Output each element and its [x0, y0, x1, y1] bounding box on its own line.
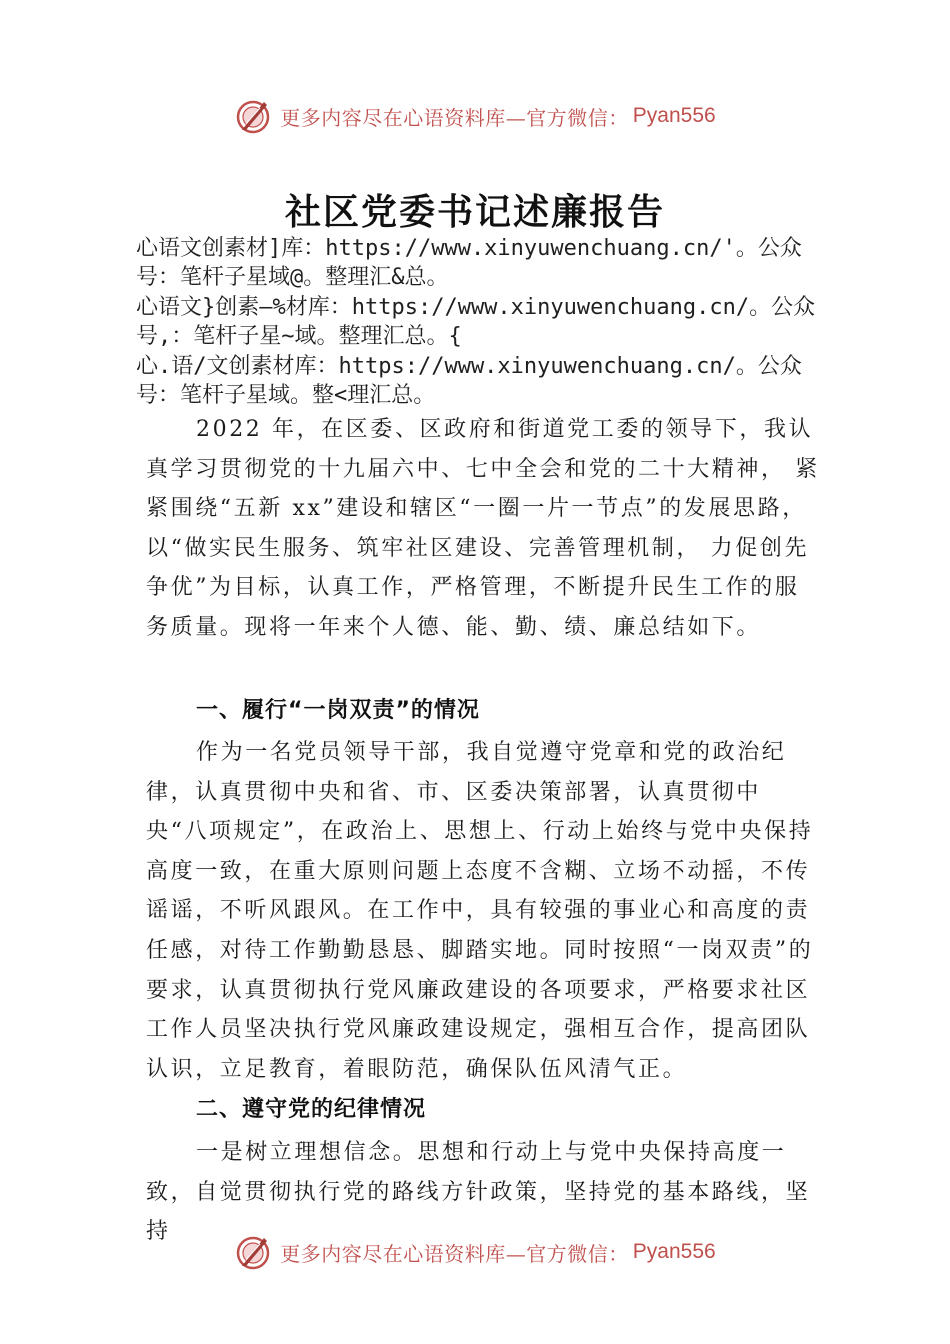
document-title: 社区党委书记述廉报告 — [284, 191, 665, 233]
section-1-heading: 一、履行“一岗双责”的情况 — [196, 698, 480, 723]
feather-pen-seal-icon — [234, 1232, 274, 1272]
banner-text: 更多内容尽在心语资料库—官方微信： — [280, 1241, 629, 1266]
watermark-line-2: 心语文}创素—%材库：https://www.xinyuwenchuang.cn/。公众号,：笔杆子星~域。整理汇总。{ — [136, 295, 816, 349]
watermark-line-3: 心.语/文创素材库：https://www.xinyuwenchuang.cn/。公众号：笔杆子星域。整<理汇总。 — [136, 354, 802, 408]
banner-account: Pyan556 — [632, 104, 716, 127]
intro-paragraph: 2022 年，在区委、区政府和街道党工委的领导下，我认真学习贯彻党的十九届六中、七中全会和党的二十大精神， 紧紧围绕“五新 xx”建设和辖区“一圈一片一节点”的发展思路，以“做实民生服务、筑牢社区建设、完善管理机制， 力促创先争优”为目标，认真工作，严格管理，不断提升民生工作的服务质量。现将一年来个人德、能、勤、绩、廉总结如下。 — [146, 417, 820, 640]
header-banner — [0, 94, 950, 138]
footer-banner — [0, 1230, 950, 1274]
watermark-line-1: 心语文创素材]库：https://www.xinyuwenchuang.cn/'。公众号：笔杆子星域@。整理汇&总。 — [136, 236, 802, 290]
section-2-paragraph: 一是树立理想信念。思想和行动上与党中央保持高度一致，自觉贯彻执行党的路线方针政策，坚持党的基本路线，坚持 — [146, 1140, 811, 1245]
section-2-heading: 二、遵守党的纪律情况 — [196, 1097, 427, 1122]
section-1-paragraph: 作为一名党员领导干部，我自觉遵守党章和党的政治纪律，认真贯彻中央和省、市、区委决策部署，认真贯彻中央“八项规定”，在政治上、思想上、行动上始终与党中央保持 高度一致，在重大原则问题上态度不含糊、立场不动摇，不传谣谣，不听风跟风。在工作中，具有较强的事业心和高度的责任感，对待工作勤勤恳恳、脚踏实地。同时按照“一岗双责”的要求，认真贯彻执行党风廉政建设的各项要求，严格要求社区工作人员坚决执行党风廉政建设规定，强相互合作，提高团队认识，立足教育，着眼防范，确保队伍风清气正。 — [146, 740, 814, 1082]
banner-text: 更多内容尽在心语资料库—官方微信： — [280, 105, 629, 130]
banner-account: Pyan556 — [632, 1240, 716, 1263]
feather-pen-seal-icon — [234, 96, 274, 136]
